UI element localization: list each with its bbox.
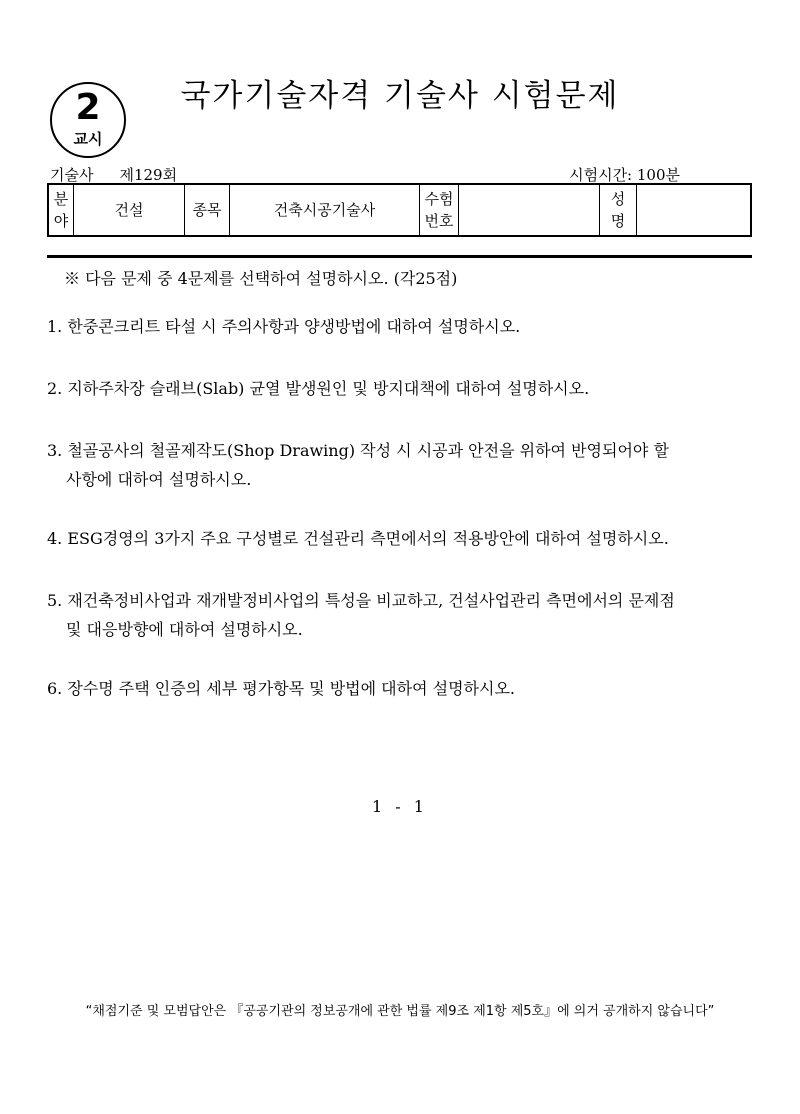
question-line: 6. 장수명 주택 인증의 세부 평가항목 및 방법에 대하여 설명하시오. (47, 679, 515, 698)
instruction-text: ※ 다음 문제 중 4문제를 선택하여 설명하시오. (각25점) (64, 269, 458, 288)
exam-no-label-cell (420, 184, 459, 236)
field-label-top: 분 (53, 190, 69, 208)
exam-no-label-top: 수험 (424, 190, 454, 208)
exam-no-label-bottom: 번호 (424, 212, 454, 230)
footer-notice: “채점기준 및 모범답안은 『공공기관의 정보공개에 관한 법률 제9조 제1항 제5호』에 의거 공개하지 않습니다” (85, 1004, 715, 1019)
item-value: 건축시공기술사 (230, 184, 420, 236)
page-number: 1 - 1 (372, 797, 428, 816)
field-label-cell (48, 184, 74, 236)
page-title: 국가기술자격 기술사 시험문제 (180, 78, 620, 114)
exam-time: 시험시간: 100분 (569, 166, 680, 184)
exam-no-value (459, 184, 600, 236)
question-item (47, 524, 759, 553)
question-item (47, 586, 759, 644)
exam-round: 제129회 (119, 166, 178, 184)
session-label: 교시 (73, 130, 103, 148)
divider-rule (47, 255, 752, 258)
exam-category: 기술사 (50, 166, 94, 184)
question-line-continued: 및 대응방향에 대하여 설명하시오. (66, 620, 303, 639)
question-list (47, 312, 759, 703)
name-label-cell (600, 184, 637, 236)
question-item (47, 674, 759, 703)
question-item (47, 374, 759, 403)
session-badge (50, 82, 126, 158)
name-label-bottom: 명 (610, 212, 626, 230)
question-line: 1. 한중콘크리트 타설 시 주의사항과 양생방법에 대하여 설명하시오. (47, 317, 521, 336)
question-line-continued: 사항에 대하여 설명하시오. (66, 470, 252, 489)
session-number: 2 (75, 87, 101, 128)
field-value: 건설 (74, 184, 185, 236)
question-line: 3. 철골공사의 철골제작도(Shop Drawing) 작성 시 시공과 안전을 위하여 반영되어야 할 (47, 441, 669, 460)
field-label-bottom: 야 (53, 212, 69, 230)
question-item (47, 436, 759, 494)
exam-info-table (47, 183, 752, 237)
question-item (47, 312, 759, 341)
question-line: 4. ESG경영의 3가지 주요 구성별로 건설관리 측면에서의 적용방안에 대하여 설명하시오. (47, 529, 669, 548)
question-line: 5. 재건축정비사업과 재개발정비사업의 특성을 비교하고, 건설사업관리 측면에서의 문제점 (47, 591, 675, 610)
name-label-top: 성 (610, 190, 626, 208)
exam-meta-left (50, 164, 177, 185)
question-line: 2. 지하주차장 슬래브(Slab) 균열 발생원인 및 방지대책에 대하여 설명하시오. (47, 379, 590, 398)
name-value (637, 184, 752, 236)
item-label: 종목 (185, 184, 230, 236)
